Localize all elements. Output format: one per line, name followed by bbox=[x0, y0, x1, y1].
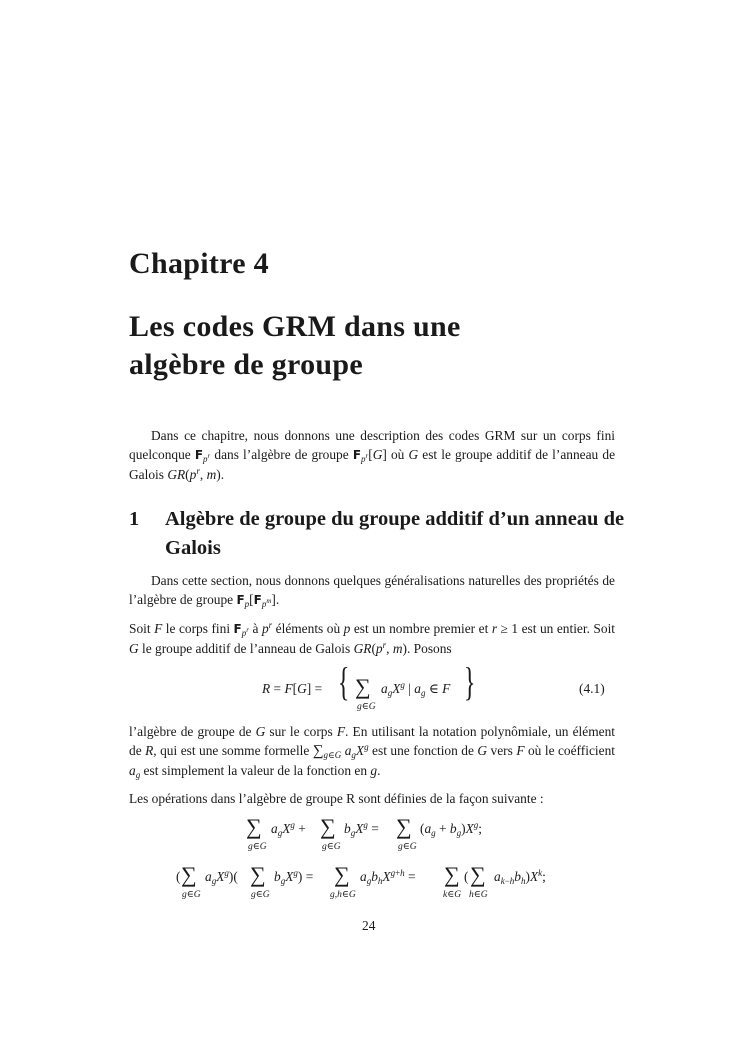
paragraph-4: Les opérations dans l’algèbre de groupe R sont définies de la façon suivante : bbox=[129, 791, 544, 806]
chapter-title bbox=[129, 308, 629, 384]
chapter-label: Chapitre 4 bbox=[129, 247, 269, 280]
chapter-title-line-2: algèbre de groupe bbox=[129, 348, 363, 381]
document-page: Chapitre 4 Les codes GRM dans une algèbre de groupe Dans ce chapitre, nous donnons une description des codes GRM sur un corps fini quelconque $F_{p^r}$ dans l’algèbre de groupe $F_{p^r}[G]$ où G est le groupe additif de l’anneau de Galois $GR(p^r$, m). 1 Algèbre de groupe du groupe additif d’un anneau de Galois Dans cette section, nous donnons quelques généralisations naturelles des propriétés de l’algèbre de groupe $F_p[F_{p^m}]$. Soit F le corps fini $F_{p^r}$ à $p^r$ éléments où p est un nombre premier et r ≥ 1 est un entier. Soit G le groupe additif de l’anneau de Galois $GR(p^r$, m). Posons R = F[G] = { ∑ g∈G $a_gX^g$ | $a_g$ ∈ F } (4.1) l’algèbre de groupe de G sur le corps F. En utilisant la notation polynômiale, un élément de R, qui est une somme formelle $\sum_{g\in G}$ $a_gX^g$ est une fonction de G vers F où le coéfficient $a_g$ est simplement la valeur de la fonction en g. Les opérations dans l’algèbre de groupe R sont définies de la façon suivante : ∑ g∈G $a_gX^g$ + ∑ g∈G $b_gX^g$ = ∑ g∈G $(a_g + b_g)X^g$; ( ∑ g∈G $a_gX^g$)( ∑ g∈G $b_gX^g$) = ∑ g,h∈G $a_gb_hX^{g+h}$ = ∑ k∈G ( ∑ h∈G $a_{k-h}b_h)X^k$; 24 bbox=[0, 0, 745, 1053]
paragraph-1: Dans cette section, nous donnons quelques généralisations naturelles des propriétés de l’algèbre de groupe $F_p[F_{p^m}]$. bbox=[129, 573, 615, 610]
section-title: Algèbre de groupe du groupe additif d’un anneau de Galois bbox=[165, 508, 625, 559]
chapter-title-line-1: Les codes GRM dans une bbox=[129, 310, 461, 343]
section-number: 1 bbox=[129, 508, 140, 530]
paragraph-3: l’algèbre de groupe de G sur le corps F. En utilisant la notation polynômiale, un élément de R, qui est une somme formelle $\sum_{g\in G}$ $a_gX^g$ est une fonction de G vers F où le coéfficient $a_g$ est simplement la valeur de la fonction en g. bbox=[129, 724, 615, 781]
equation-number: (4.1) bbox=[579, 681, 605, 696]
intro-paragraph: Dans ce chapitre, nous donnons une description des codes GRM sur un corps fini quelconque $F_{p^r}$ dans l’algèbre de groupe $F_{p^r}[G]$ où G est le groupe additif de l’anneau de Galois $GR(p^r$, m). bbox=[129, 428, 616, 483]
page-number: 24 bbox=[362, 918, 376, 933]
paragraph-2: Soit F le corps fini $F_{p^r}$ à $p^r$ éléments où p est un nombre premier et r ≥ 1 est un entier. Soit G le groupe additif de l’anneau de Galois $GR(p^r$, m). Posons bbox=[129, 620, 616, 657]
